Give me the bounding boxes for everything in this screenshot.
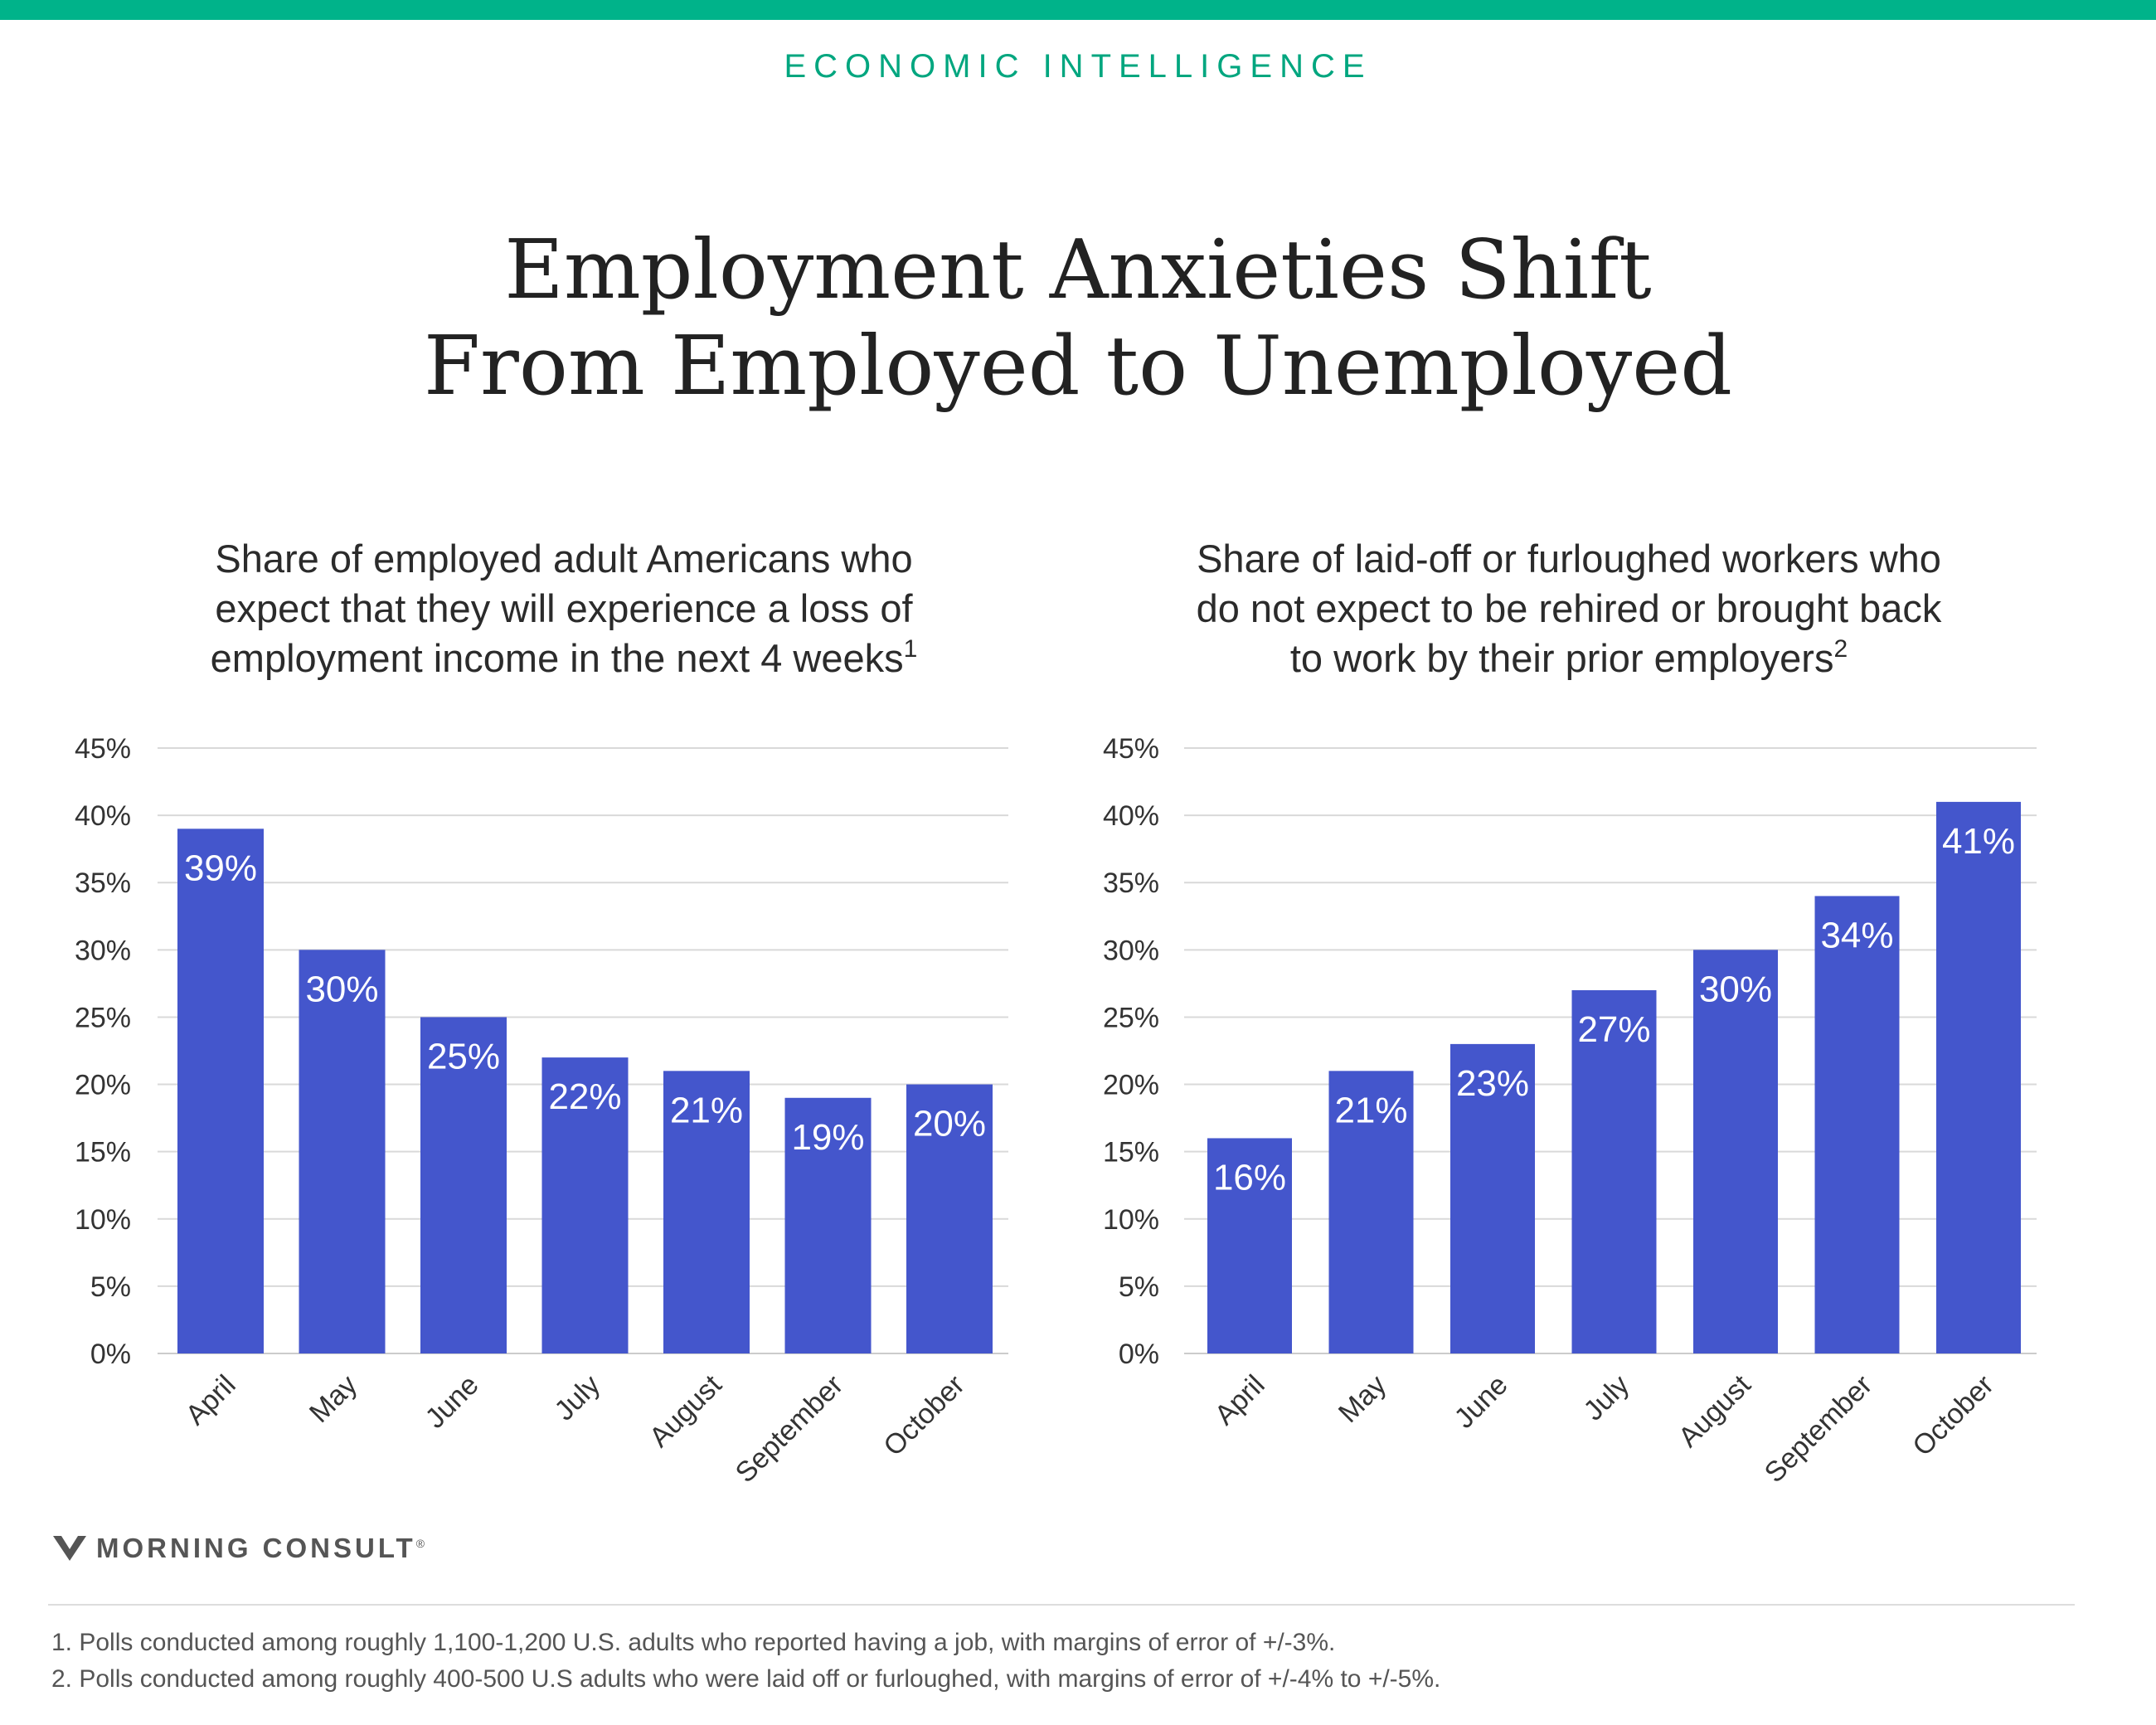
footnote-1: 1. Polls conducted among roughly 1,100-1,200 U.S. adults who reported having a job, with margins of error of +/-3%. xyxy=(51,1629,1336,1656)
right-footnote-marker: 2 xyxy=(1833,635,1848,663)
right-value-label: 27% xyxy=(1577,1009,1651,1050)
left-subtitle-line-3-text: employment income in the next 4 weeks xyxy=(210,636,904,680)
left-subtitle-line-2: expect that they will experience a loss of xyxy=(215,586,913,630)
right-bar-chart xyxy=(1103,733,2037,1489)
right-subtitle-line-2: do not expect to be rehired or brought back xyxy=(1196,586,1942,630)
right-x-tick-label: October xyxy=(1906,1368,2000,1463)
left-x-tick-label: September xyxy=(729,1368,850,1489)
right-x-tick-label: May xyxy=(1332,1368,1393,1430)
right-value-label: 21% xyxy=(1334,1090,1408,1131)
footer-divider xyxy=(48,1604,2075,1606)
left-x-tick-label: July xyxy=(548,1368,607,1427)
morning-consult-logo-icon xyxy=(51,1531,88,1564)
right-y-tick-label: 20% xyxy=(1102,1069,1159,1101)
left-y-tick-label: 30% xyxy=(74,935,131,967)
right-x-tick-label: April xyxy=(1208,1368,1271,1431)
left-value-label: 22% xyxy=(548,1076,622,1118)
left-x-tick-label: April xyxy=(179,1368,242,1431)
left-x-tick-label: August xyxy=(643,1368,728,1454)
right-value-label: 41% xyxy=(1941,820,2016,862)
left-value-label: 20% xyxy=(912,1103,987,1144)
right-value-label: 34% xyxy=(1820,915,1894,956)
right-bar-october xyxy=(1936,802,2021,1353)
brand-trademark: ® xyxy=(415,1537,425,1550)
left-x-tick-label: June xyxy=(419,1368,485,1435)
left-footnote-marker: 1 xyxy=(903,635,918,663)
right-value-label: 30% xyxy=(1698,969,1773,1010)
kicker-label: ECONOMIC INTELLIGENCE xyxy=(784,48,1372,85)
right-y-tick-label: 15% xyxy=(1102,1136,1159,1169)
right-bar-august xyxy=(1693,950,1778,1353)
right-subtitle-line-3-text: to work by their prior employers xyxy=(1289,636,1834,680)
title-line-1: Employment Anxieties Shift xyxy=(504,223,1652,318)
left-y-tick-label: 10% xyxy=(74,1203,131,1236)
left-y-tick-label: 35% xyxy=(74,867,131,900)
footnote-2: 2. Polls conducted among roughly 400-500 U.S adults who were laid off or furloughed, with margins of error of +/-4% to +/-5%. xyxy=(51,1665,1441,1693)
left-y-tick-label: 25% xyxy=(74,1002,131,1034)
right-y-tick-label: 30% xyxy=(1102,935,1159,967)
left-y-tick-label: 20% xyxy=(74,1069,131,1101)
left-bar-chart xyxy=(75,733,1008,1489)
left-y-tick-label: 40% xyxy=(74,800,131,833)
brand-name xyxy=(96,1533,425,1564)
left-y-tick-label: 0% xyxy=(90,1339,131,1370)
right-y-tick-label: 40% xyxy=(1102,800,1159,833)
left-x-tick-label: May xyxy=(303,1368,364,1430)
right-x-tick-label: July xyxy=(1577,1368,1636,1427)
right-x-tick-label: September xyxy=(1758,1368,1879,1489)
right-subtitle-line-1: Share of laid-off or furloughed workers who xyxy=(1197,537,1941,581)
left-y-tick-label: 45% xyxy=(74,733,131,765)
right-y-tick-label: 0% xyxy=(1118,1339,1159,1370)
right-value-label: 16% xyxy=(1212,1157,1287,1198)
left-value-label: 25% xyxy=(426,1036,501,1077)
title-line-2: From Employed to Unemployed xyxy=(423,319,1733,414)
right-x-tick-label: June xyxy=(1448,1368,1514,1435)
right-y-tick-label: 10% xyxy=(1102,1203,1159,1236)
left-value-label: 39% xyxy=(183,848,258,889)
right-y-tick-label: 45% xyxy=(1102,733,1159,765)
left-value-label: 30% xyxy=(305,969,379,1010)
right-y-tick-label: 35% xyxy=(1102,867,1159,900)
left-bar-april xyxy=(177,828,264,1353)
right-value-label: 23% xyxy=(1455,1062,1530,1104)
left-subtitle-line-1: Share of employed adult Americans who xyxy=(215,537,913,581)
right-x-tick-label: August xyxy=(1672,1368,1757,1454)
left-x-tick-label: October xyxy=(877,1368,971,1463)
brand-name-text: MORNING CONSULT xyxy=(96,1533,416,1563)
left-bar-may xyxy=(299,950,386,1353)
left-value-label: 21% xyxy=(669,1090,744,1131)
left-y-tick-label: 15% xyxy=(74,1136,131,1169)
right-bar-september xyxy=(1815,896,1900,1353)
brand-logo xyxy=(51,1531,425,1567)
right-y-tick-label: 25% xyxy=(1102,1002,1159,1034)
right-y-tick-label: 5% xyxy=(1118,1271,1159,1303)
left-y-tick-label: 5% xyxy=(90,1271,131,1303)
left-value-label: 19% xyxy=(791,1116,865,1158)
